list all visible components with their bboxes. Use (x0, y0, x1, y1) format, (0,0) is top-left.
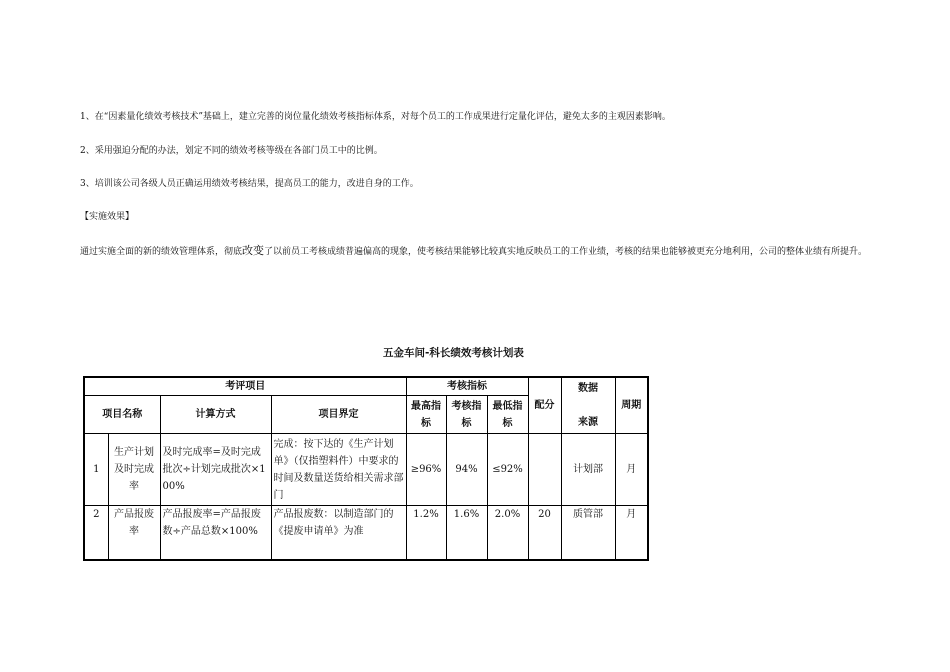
max-index-cell: 1.2% (406, 506, 446, 560)
header-calc-method: 计算方式 (160, 396, 271, 434)
item-name-cell: 产品报废率 (108, 506, 160, 560)
section-heading-effect: 【实施效果】 (80, 212, 135, 222)
header-item-definition: 项目界定 (271, 396, 406, 434)
paragraph-effect-part-1: 通过实施全面的新的绩效管理体系，彻底 (80, 247, 243, 257)
table-row (84, 506, 648, 560)
period-cell: 月 (615, 434, 648, 506)
definition-cell: 完成：按下达的《生产计划单》（仅指塑料件）中要求的时间及数量送货给相关需求部门 (271, 434, 406, 506)
header-min-index: 最低指标 (487, 396, 528, 434)
header-target-index: 考核指标 (446, 396, 487, 434)
score-cell: 20 (528, 506, 561, 560)
header-item-name: 项目名称 (84, 396, 160, 434)
table-title: 五金车间-科长绩效考核计划表 (383, 347, 524, 359)
row-number: 2 (84, 506, 108, 560)
paragraph-1: 1、在“因素量化绩效考核技术”基础上，建立完善的岗位量化绩效考核指标体系，对每个员工的工作成果进行定量化评估，避免太多的主观因素影响。 (80, 112, 671, 122)
period-cell: 月 (615, 506, 648, 560)
target-index-cell: 1.6% (446, 506, 487, 560)
table-row (84, 434, 648, 506)
header-data-source: 数据 来源 (561, 377, 615, 434)
data-source-cell: 计划部 (561, 434, 615, 506)
paragraph-effect (80, 242, 870, 261)
paragraph-3: 3、培训该公司各级人员正确运用绩效考核结果，提高员工的能力，改进自身的工作。 (80, 179, 419, 189)
max-index-cell: ≥96% (406, 434, 446, 506)
definition-cell: 产品报废数：以制造部门的《提废申请单》为准 (271, 506, 406, 560)
calc-method-cell: 产品报废率=产品报废数÷产品总数×100% (160, 506, 271, 560)
performance-plan-table (83, 376, 649, 561)
data-source-cell: 质管部 (561, 506, 615, 560)
row-number: 1 (84, 434, 108, 506)
item-name-cell: 生产计划及时完成率 (108, 434, 160, 506)
header-assessment-indices: 考核指标 (406, 377, 528, 396)
header-period: 周期 (615, 377, 648, 434)
paragraph-2: 2、采用强迫分配的办法，划定不同的绩效考核等级在各部门员工中的比例。 (80, 146, 383, 156)
header-max-index: 最高指标 (406, 396, 446, 434)
calc-method-cell: 及时完成率=及时完成批次÷计划完成批次×100% (160, 434, 271, 506)
header-score: 配分 (528, 377, 561, 434)
paragraph-effect-part-2: 改变 (242, 244, 265, 257)
min-index-cell: ≤92% (487, 434, 528, 506)
paragraph-effect-part-3: 了以前员工考核成绩普遍偏高的现象，使考核结果能够比较真实地反映员工的工作业绩，考核的结果也能够被更充分地利用，公司的整体业绩有所提升。 (264, 247, 868, 257)
score-cell (528, 434, 561, 506)
header-eval-items: 考评项目 (84, 377, 406, 396)
target-index-cell: 94% (446, 434, 487, 506)
min-index-cell: 2.0% (487, 506, 528, 560)
